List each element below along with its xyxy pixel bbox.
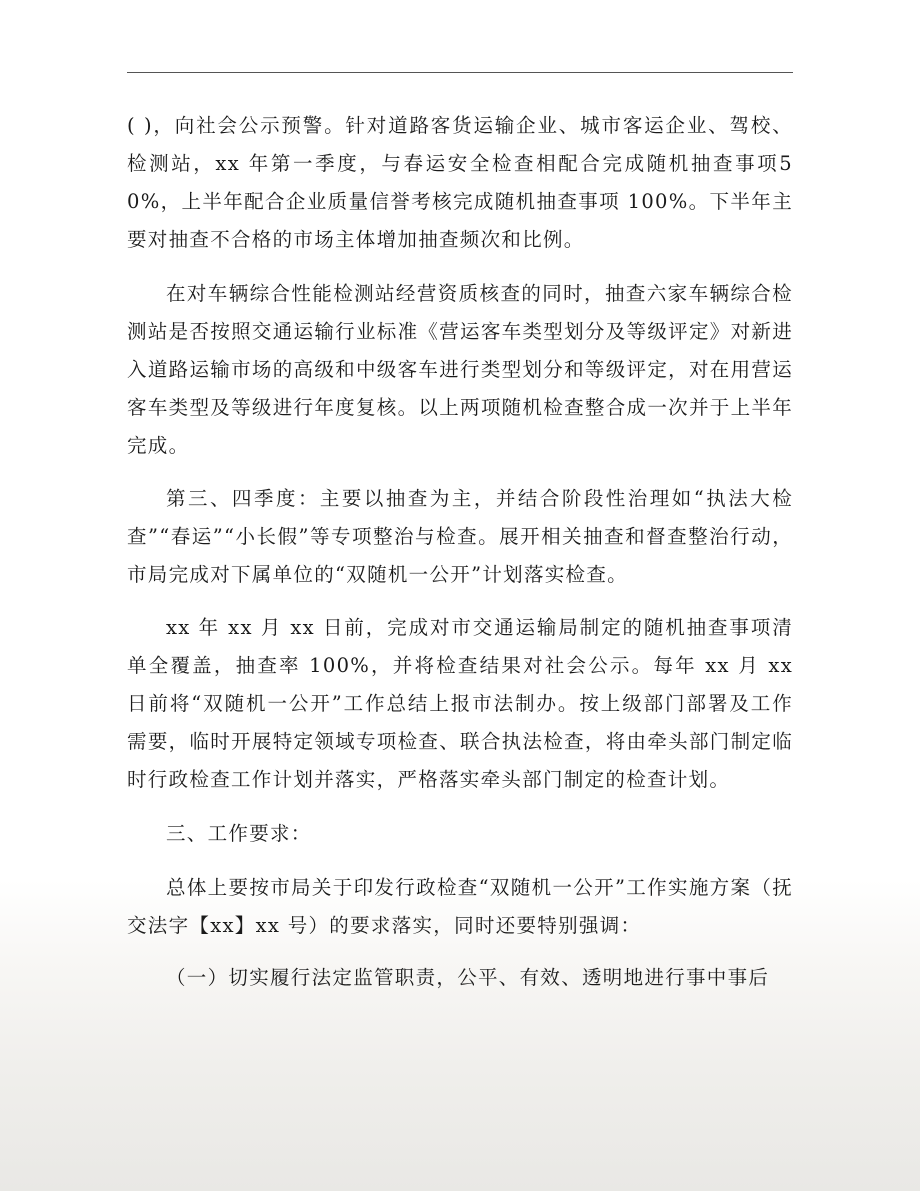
paragraph-item-one: （一）切实履行法定监管职责，公平、有效、透明地进行事中事后 [166, 966, 770, 989]
paragraph-overall-requirements: 总体上要按市局关于印发行政检查“双随机一公开”工作实施方案（抚交法字【xx】xx 号）的要求落实，同时还要特别强调： [127, 876, 793, 937]
paragraph-inspection-stations: 在对车辆综合性能检测站经营资质核查的同时，抽查六家车辆综合检测站是否按照交通运输行业标准《营运客车类型划分及等级评定》对新进入道路运输市场的高级和中级客车进行类型划分和等级评定，对在用营运客车类型及等级进行年度复核。以上两项随机检查整合成一次并于上半年完成。 [127, 282, 793, 457]
section-heading-requirements: 三、工作要求： [166, 822, 312, 845]
header-rule [127, 72, 793, 73]
paragraph-deadline: xx 年 xx 月 xx 日前，完成对市交通运输局制定的随机抽查事项清单全覆盖，抽查率 100%，并将检查结果对社会公示。每年 xx 月 xx 日前将“双随机一公开”工作总结上报市法制办。按上级部门部署及工作需要，临时开展特定领域专项检查、联合执法检查，将由牵头部门制定临时行政检查工作计划并落实，严格落实牵头部门制定的检查计划。 [127, 616, 793, 791]
document-body [127, 107, 793, 997]
paragraph-continuation: ( )，向社会公示预警。针对道路客货运输企业、城市客运企业、驾校、检测站，xx 年第一季度，与春运安全检查相配合完成随机抽查事项50%，上半年配合企业质量信誉考核完成随机抽查事项 100%。下半年主要对抽查不合格的市场主体增加抽查频次和比例。 [127, 114, 793, 251]
paragraph-third-fourth-quarter: 第三、四季度：主要以抽查为主，并结合阶段性治理如“执法大检查”“春运”“小长假”等专项整治与检查。展开相关抽查和督查整治行动，市局完成对下属单位的“双随机一公开”计划落实检查。 [127, 487, 793, 586]
